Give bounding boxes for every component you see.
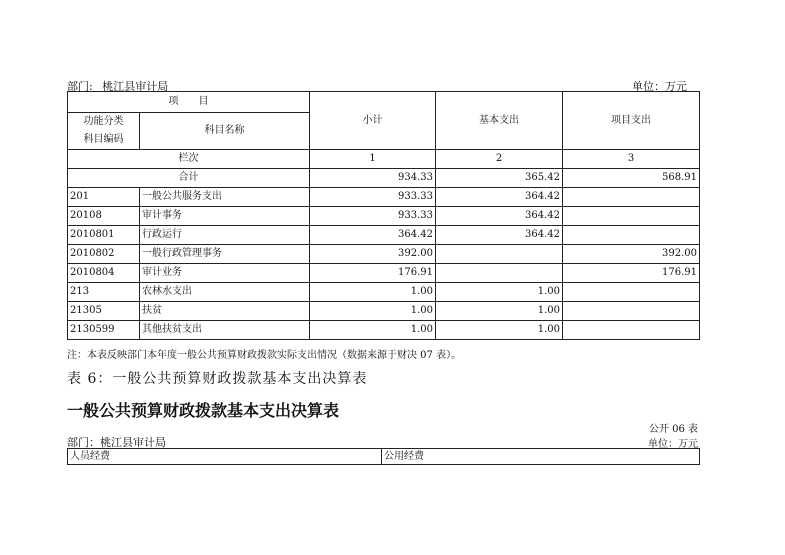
table-row <box>68 283 700 302</box>
table-row <box>68 207 700 226</box>
row-basic: 364.42 <box>436 207 563 226</box>
row-basic: 364.42 <box>436 226 563 245</box>
row-name: 一般行政管理事务 <box>140 245 310 264</box>
row-basic <box>436 264 563 283</box>
row-project: 176.91 <box>563 264 700 283</box>
row-code: 213 <box>68 283 140 302</box>
row-name: 其他扶贫支出 <box>140 321 310 340</box>
row-basic: 1.00 <box>436 283 563 302</box>
table-row <box>68 226 700 245</box>
row-code: 20108 <box>68 207 140 226</box>
row-basic: 1.00 <box>436 321 563 340</box>
expenditure-table <box>67 91 700 340</box>
row-project: 392.00 <box>563 245 700 264</box>
col-row-2: 2 <box>436 150 563 169</box>
department-label-text: 部门: <box>67 80 93 93</box>
row-project <box>563 226 700 245</box>
header-func-code-text: 功能分类 科目编码 <box>83 116 124 145</box>
row-code: 21305 <box>68 302 140 321</box>
row-subtotal: 933.33 <box>310 207 436 226</box>
table-row <box>68 302 700 321</box>
department-name: 桃江县审计局 <box>102 80 169 93</box>
row-name: 审计事务 <box>140 207 310 226</box>
row-subtotal: 364.42 <box>310 226 436 245</box>
row-name: 农林水支出 <box>140 283 310 302</box>
col-row-1: 1 <box>310 150 436 169</box>
row-subtotal: 1.00 <box>310 283 436 302</box>
header-subtotal: 小计 <box>310 92 436 150</box>
col-personnel: 人员经费 <box>68 449 382 465</box>
header-project-expenditure: 项目支出 <box>563 92 700 150</box>
row-project <box>563 207 700 226</box>
row-project <box>563 188 700 207</box>
table-row <box>68 188 700 207</box>
table-note: 注：本表反映部门本年度一般公共预算财政拨款实际支出情况（数据来源于财决 07 表）。 <box>67 350 462 361</box>
row-subtotal: 1.00 <box>310 302 436 321</box>
total-label: 合计 <box>68 169 310 188</box>
header-project: 项 目 <box>68 92 310 113</box>
row-code: 2130599 <box>68 321 140 340</box>
header-subject-name: 科目名称 <box>140 113 310 150</box>
col-row-3: 3 <box>563 150 700 169</box>
row-project <box>563 283 700 302</box>
row-code: 2010804 <box>68 264 140 283</box>
section-unit: 单位：万元 <box>648 439 698 450</box>
row-name: 一般公共服务支出 <box>140 188 310 207</box>
row-subtotal: 933.33 <box>310 188 436 207</box>
row-subtotal: 1.00 <box>310 321 436 340</box>
section-lead-title: 表 6：一般公共预算财政拨款基本支出决算表 <box>67 371 368 387</box>
row-subtotal: 176.91 <box>310 264 436 283</box>
header-func-code <box>68 113 140 150</box>
section-title: 一般公共预算财政拨款基本支出决算表 <box>67 401 340 420</box>
basic-expenditure-table <box>67 448 700 465</box>
header-basic: 基本支出 <box>436 92 563 150</box>
table-row <box>68 321 700 340</box>
row-subtotal: 392.00 <box>310 245 436 264</box>
col-row-label: 栏次 <box>68 150 310 169</box>
row-name: 扶贫 <box>140 302 310 321</box>
total-subtotal: 934.33 <box>310 169 436 188</box>
table-row <box>68 264 700 283</box>
row-code: 201 <box>68 188 140 207</box>
row-name: 行政运行 <box>140 226 310 245</box>
row-name: 审计业务 <box>140 264 310 283</box>
table-row <box>68 245 700 264</box>
unit-label: 单位：万元 <box>632 80 687 93</box>
section-department: 部门：桃江县审计局 <box>67 436 166 449</box>
total-basic: 365.42 <box>436 169 563 188</box>
row-code: 2010801 <box>68 226 140 245</box>
row-basic <box>436 245 563 264</box>
col-public: 公用经费 <box>382 449 700 465</box>
total-project: 568.91 <box>563 169 700 188</box>
row-project <box>563 302 700 321</box>
form-code: 公开 06 表 <box>648 424 698 435</box>
row-basic: 364.42 <box>436 188 563 207</box>
row-basic: 1.00 <box>436 302 563 321</box>
row-code: 2010802 <box>68 245 140 264</box>
row-project <box>563 321 700 340</box>
